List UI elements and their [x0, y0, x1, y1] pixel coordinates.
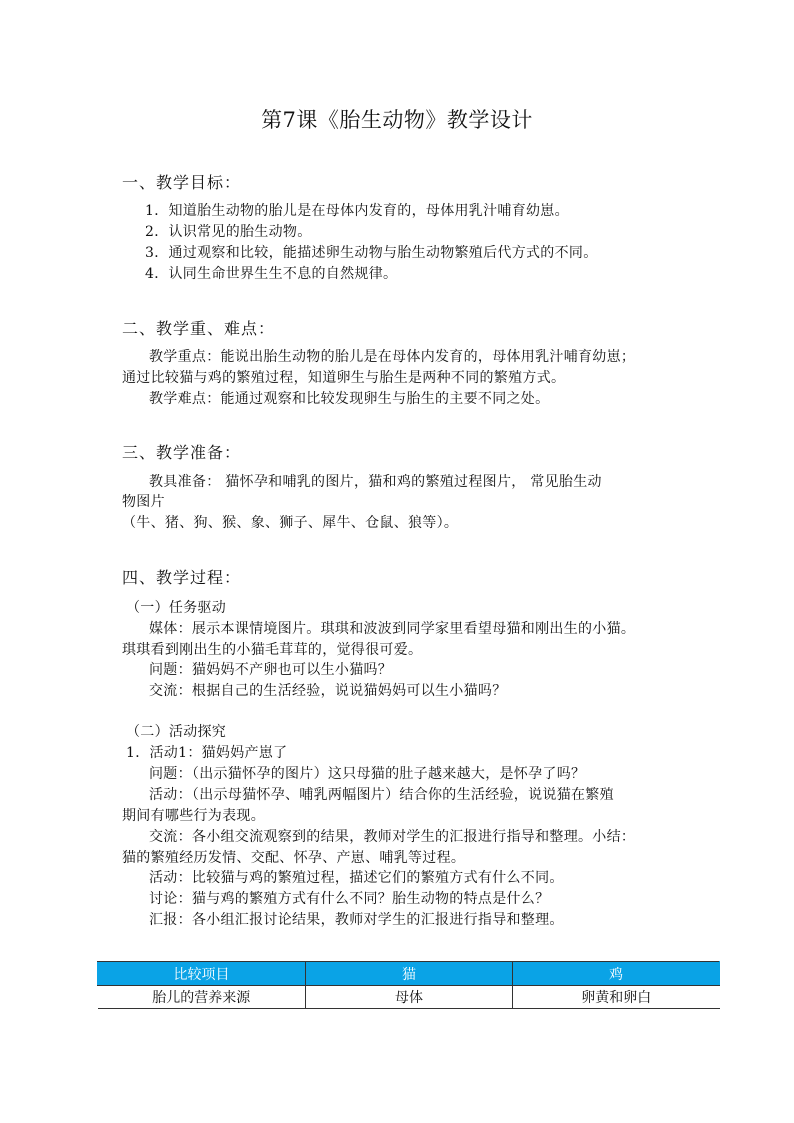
preparation-line: 物图片	[122, 494, 165, 510]
objective-item: 3．通过观察和比较，能描述卵生动物与胎生动物繁殖后代方式的不同。	[145, 245, 598, 261]
key-point-line: 教学重点：能说出胎生动物的胎儿是在母体内发育的，母体用乳汁哺育幼崽；	[149, 349, 636, 365]
activity-line: 猫的繁殖经历发情、交配、怀孕、产崽、哺乳等过程。	[122, 850, 466, 866]
subsection-heading-activity: （二）活动探究	[126, 724, 227, 740]
section-heading-process: 四、教学过程：	[122, 568, 242, 587]
page-title: 第7课《胎生动物》教学设计	[261, 108, 533, 132]
preparation-line: （牛、猪、狗、猴、象、狮子、犀牛、仓鼠、狼等）。	[122, 515, 459, 531]
activity-line: 问题：（出示猫怀孕的图片）这只母猫的肚子越来越大，是怀孕了吗？	[149, 766, 586, 782]
table-cell: 胎儿的营养来源	[98, 986, 306, 1009]
table-cell: 母体	[306, 986, 513, 1009]
activity-line: 交流：各小组交流观察到的结果，教师对学生的汇报进行指导和整理。小结：	[149, 829, 636, 845]
process-line: 媒体：展示本课情境图片。琪琪和波波到同学家里看望母猫和刚出生的小猫。	[149, 621, 636, 637]
section-heading-preparation: 三、教学准备：	[122, 443, 242, 462]
activity-line: 活动：比较猫与鸡的繁殖过程，描述它们的繁殖方式有什么不同。	[149, 870, 564, 886]
difficulty-line: 教学难点：能通过观察和比较发现卵生与胎生的主要不同之处。	[149, 391, 550, 407]
process-line: 交流：根据自己的生活经验，说说猫妈妈可以生小猫吗？	[149, 683, 507, 699]
activity-line: 活动：（出示母猫怀孕、哺乳两幅图片）结合你的生活经验，说说猫在繁殖	[149, 787, 614, 803]
objective-item: 1．知道胎生动物的胎儿是在母体内发育的，母体用乳汁哺育幼崽。	[145, 203, 569, 219]
subsection-heading-task: （一）任务驱动	[126, 600, 227, 616]
table-row	[98, 986, 720, 1009]
process-line: 问题：猫妈妈不产卵也可以生小猫吗？	[149, 662, 393, 678]
process-line: 琪琪看到刚出生的小猫毛茸茸的，觉得很可爱。	[122, 642, 423, 658]
key-point-line: 通过比较猫与鸡的繁殖过程，知道卵生与胎生是两种不同的繁殖方式。	[122, 370, 566, 386]
section-heading-objectives: 一、教学目标：	[122, 173, 242, 192]
activity-line: 期间有哪些行为表现。	[122, 808, 265, 824]
table-cell: 卵黄和卵白	[513, 986, 720, 1009]
activity-title: 1．活动1：猫妈妈产崽了	[126, 745, 288, 761]
section-heading-key-points: 二、教学重、难点：	[122, 319, 276, 338]
objective-item: 2．认识常见的胎生动物。	[145, 224, 312, 240]
table-header-cell: 比较项目	[98, 962, 306, 986]
activity-line: 汇报：各小组汇报讨论结果，教师对学生的汇报进行指导和整理。	[149, 912, 564, 928]
activity-line: 讨论：猫与鸡的繁殖方式有什么不同？胎生动物的特点是什么？	[149, 891, 550, 907]
table-header-cell: 猫	[306, 962, 513, 986]
table-header-row	[98, 962, 720, 986]
comparison-table	[97, 961, 720, 1009]
preparation-line: 教具准备： 猫怀孕和哺乳的图片，猫和鸡的繁殖过程图片， 常见胎生动	[149, 474, 602, 490]
objective-item: 4．认同生命世界生生不息的自然规律。	[145, 266, 398, 282]
table-header-cell: 鸡	[513, 962, 720, 986]
